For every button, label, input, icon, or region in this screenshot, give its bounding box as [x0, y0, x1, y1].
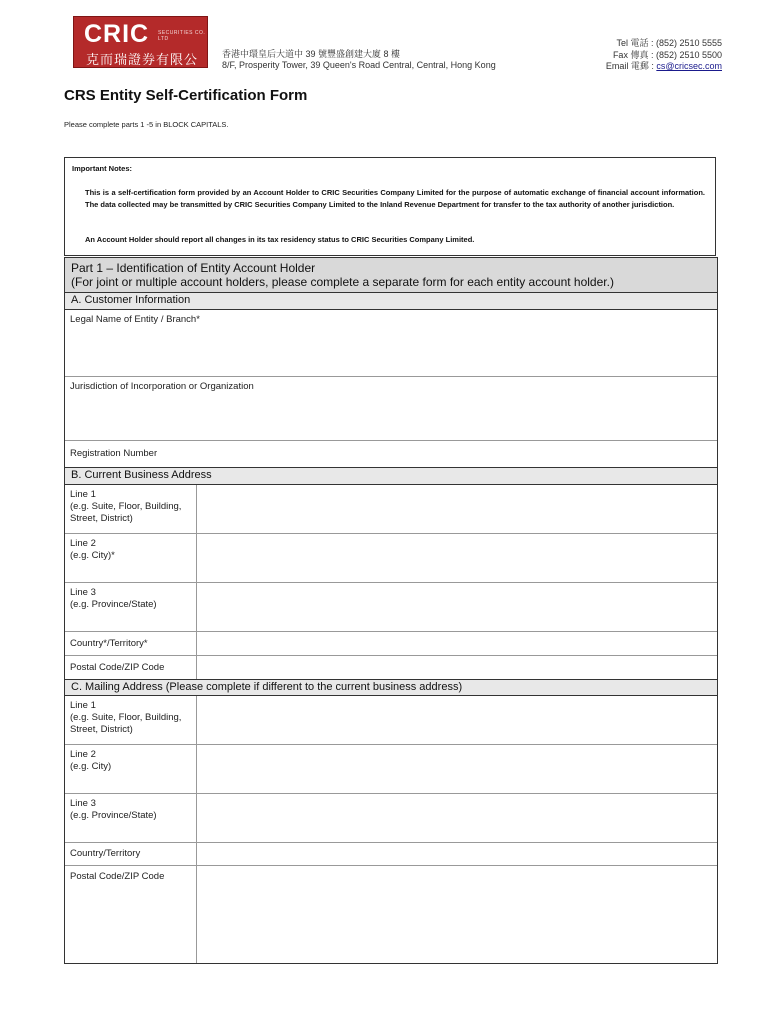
part1-header	[65, 258, 717, 293]
business-line3-hint: (e.g. Province/State)	[70, 599, 157, 610]
mailing-country-input[interactable]	[196, 843, 197, 865]
business-line2-hint: (e.g. City)*	[70, 550, 115, 561]
business-country-input[interactable]	[196, 632, 197, 655]
mailing-line3-label	[70, 798, 157, 822]
entity-form	[64, 257, 718, 964]
mailing-country-label: Country/Territory	[70, 848, 141, 859]
section-b-title: B. Current Business Address	[71, 469, 212, 481]
mailing-line1-hint: (e.g. Suite, Floor, Building,	[70, 712, 182, 723]
mailing-line1-text: Line 1	[70, 700, 96, 711]
business-line3-row	[65, 583, 717, 632]
mailing-line2-text: Line 2	[70, 749, 96, 760]
business-line1-row	[65, 485, 717, 534]
mailing-line3-hint: (e.g. Province/State)	[70, 810, 157, 821]
mailing-line2-row	[65, 745, 717, 794]
business-line3-text: Line 3	[70, 587, 96, 598]
section-a-title: A. Customer Information	[71, 294, 191, 306]
business-line1-input[interactable]	[196, 485, 197, 533]
part1-title: Part 1 – Identification of Entity Account Holder	[71, 261, 316, 275]
mailing-line2-input[interactable]	[196, 745, 197, 793]
contact-fax: Fax 傳真 : (852) 2510 5500	[612, 49, 722, 60]
business-postal-input[interactable]	[196, 656, 197, 679]
contact-email-label: Email 電郵 :	[605, 61, 657, 71]
business-postal-row	[65, 656, 717, 679]
part1-subtitle: (For joint or multiple account holders, please complete a separate form for each entity account holder.)	[71, 275, 614, 289]
logo-wordmark: CRIC	[84, 20, 150, 48]
business-line2-row	[65, 534, 717, 583]
registration-label: Registration Number	[70, 448, 158, 459]
contact-email-link[interactable]: cs@cricsec.com	[656, 61, 722, 71]
mailing-country-row	[65, 843, 717, 866]
section-c-header	[65, 679, 717, 696]
mailing-line1-row	[65, 696, 717, 745]
mailing-line2-hint: (e.g. City)	[70, 761, 112, 772]
notes-paragraph-1: This is a self-certification form provided by an Account Holder to CRIC Securities Company Limited for the purpose of automatic exchange of financial account information. The data collected may be transmitted by CRIC Securities Company Limited to the Inland Revenue Department for transfer to the tax authority of another jurisdiction.	[85, 188, 705, 209]
page-title: CRS Entity Self-Certification Form	[64, 87, 308, 104]
jurisdiction-label: Jurisdiction of Incorporation or Organization	[70, 381, 254, 392]
business-line1-text: Line 1	[70, 489, 96, 500]
business-line2-text: Line 2	[70, 538, 96, 549]
mailing-line1-hint2: Street, District)	[70, 724, 133, 735]
page-subtitle: Please complete parts 1 -5 in BLOCK CAPITALS.	[64, 120, 229, 129]
legal-name-field[interactable]	[65, 310, 717, 377]
mailing-line3-text: Line 3	[70, 798, 96, 809]
business-line1-hint2: Street, District)	[70, 513, 133, 524]
business-line1-hint: (e.g. Suite, Floor, Building,	[70, 501, 182, 512]
contact-email-row	[606, 61, 722, 73]
business-country-label: Country*/Territory*	[70, 638, 148, 649]
jurisdiction-field[interactable]	[65, 377, 717, 441]
mailing-line3-input[interactable]	[196, 794, 197, 842]
mailing-postal-row	[65, 866, 717, 963]
important-notes-box	[64, 157, 716, 256]
business-line3-label	[70, 587, 157, 611]
section-a-header	[65, 293, 717, 310]
registration-number-field[interactable]	[65, 441, 717, 467]
company-logo	[73, 16, 208, 86]
mailing-line3-row	[65, 794, 717, 843]
business-line2-input[interactable]	[196, 534, 197, 582]
business-country-row	[65, 632, 717, 656]
notes-paragraph-2: An Account Holder should report all changes in its tax residency status to CRIC Securities Company Limited.	[85, 235, 475, 244]
notes-heading: Important Notes:	[72, 164, 132, 173]
mailing-line1-input[interactable]	[196, 696, 197, 744]
mailing-postal-input[interactable]	[196, 866, 197, 963]
contact-tel: Tel 電話 : (852) 2510 5555	[616, 38, 722, 48]
business-line2-label	[70, 538, 115, 562]
business-line3-input[interactable]	[196, 583, 197, 631]
mailing-postal-label: Postal Code/ZIP Code	[70, 871, 165, 882]
address-english: 8/F, Prosperity Tower, 39 Queen's Road Central, Central, Hong Kong	[222, 60, 496, 70]
mailing-line1-label	[70, 700, 181, 736]
business-line1-label	[70, 489, 181, 525]
contact-block	[606, 38, 722, 73]
logo-tagline: SECURITIES CO. LTD	[158, 30, 206, 42]
business-postal-label: Postal Code/ZIP Code	[70, 662, 165, 673]
logo-chinese-name: 克而瑞證券有限公司	[86, 52, 199, 86]
section-b-header	[65, 467, 717, 485]
mailing-line2-label	[70, 749, 111, 773]
section-c-title: C. Mailing Address (Please complete if different to the current business address)	[71, 681, 463, 693]
legal-name-label: Legal Name of Entity / Branch*	[70, 314, 200, 325]
address-chinese: 香港中環皇后大道中 39 號豐盛創建大廈 8 樓	[222, 49, 401, 59]
